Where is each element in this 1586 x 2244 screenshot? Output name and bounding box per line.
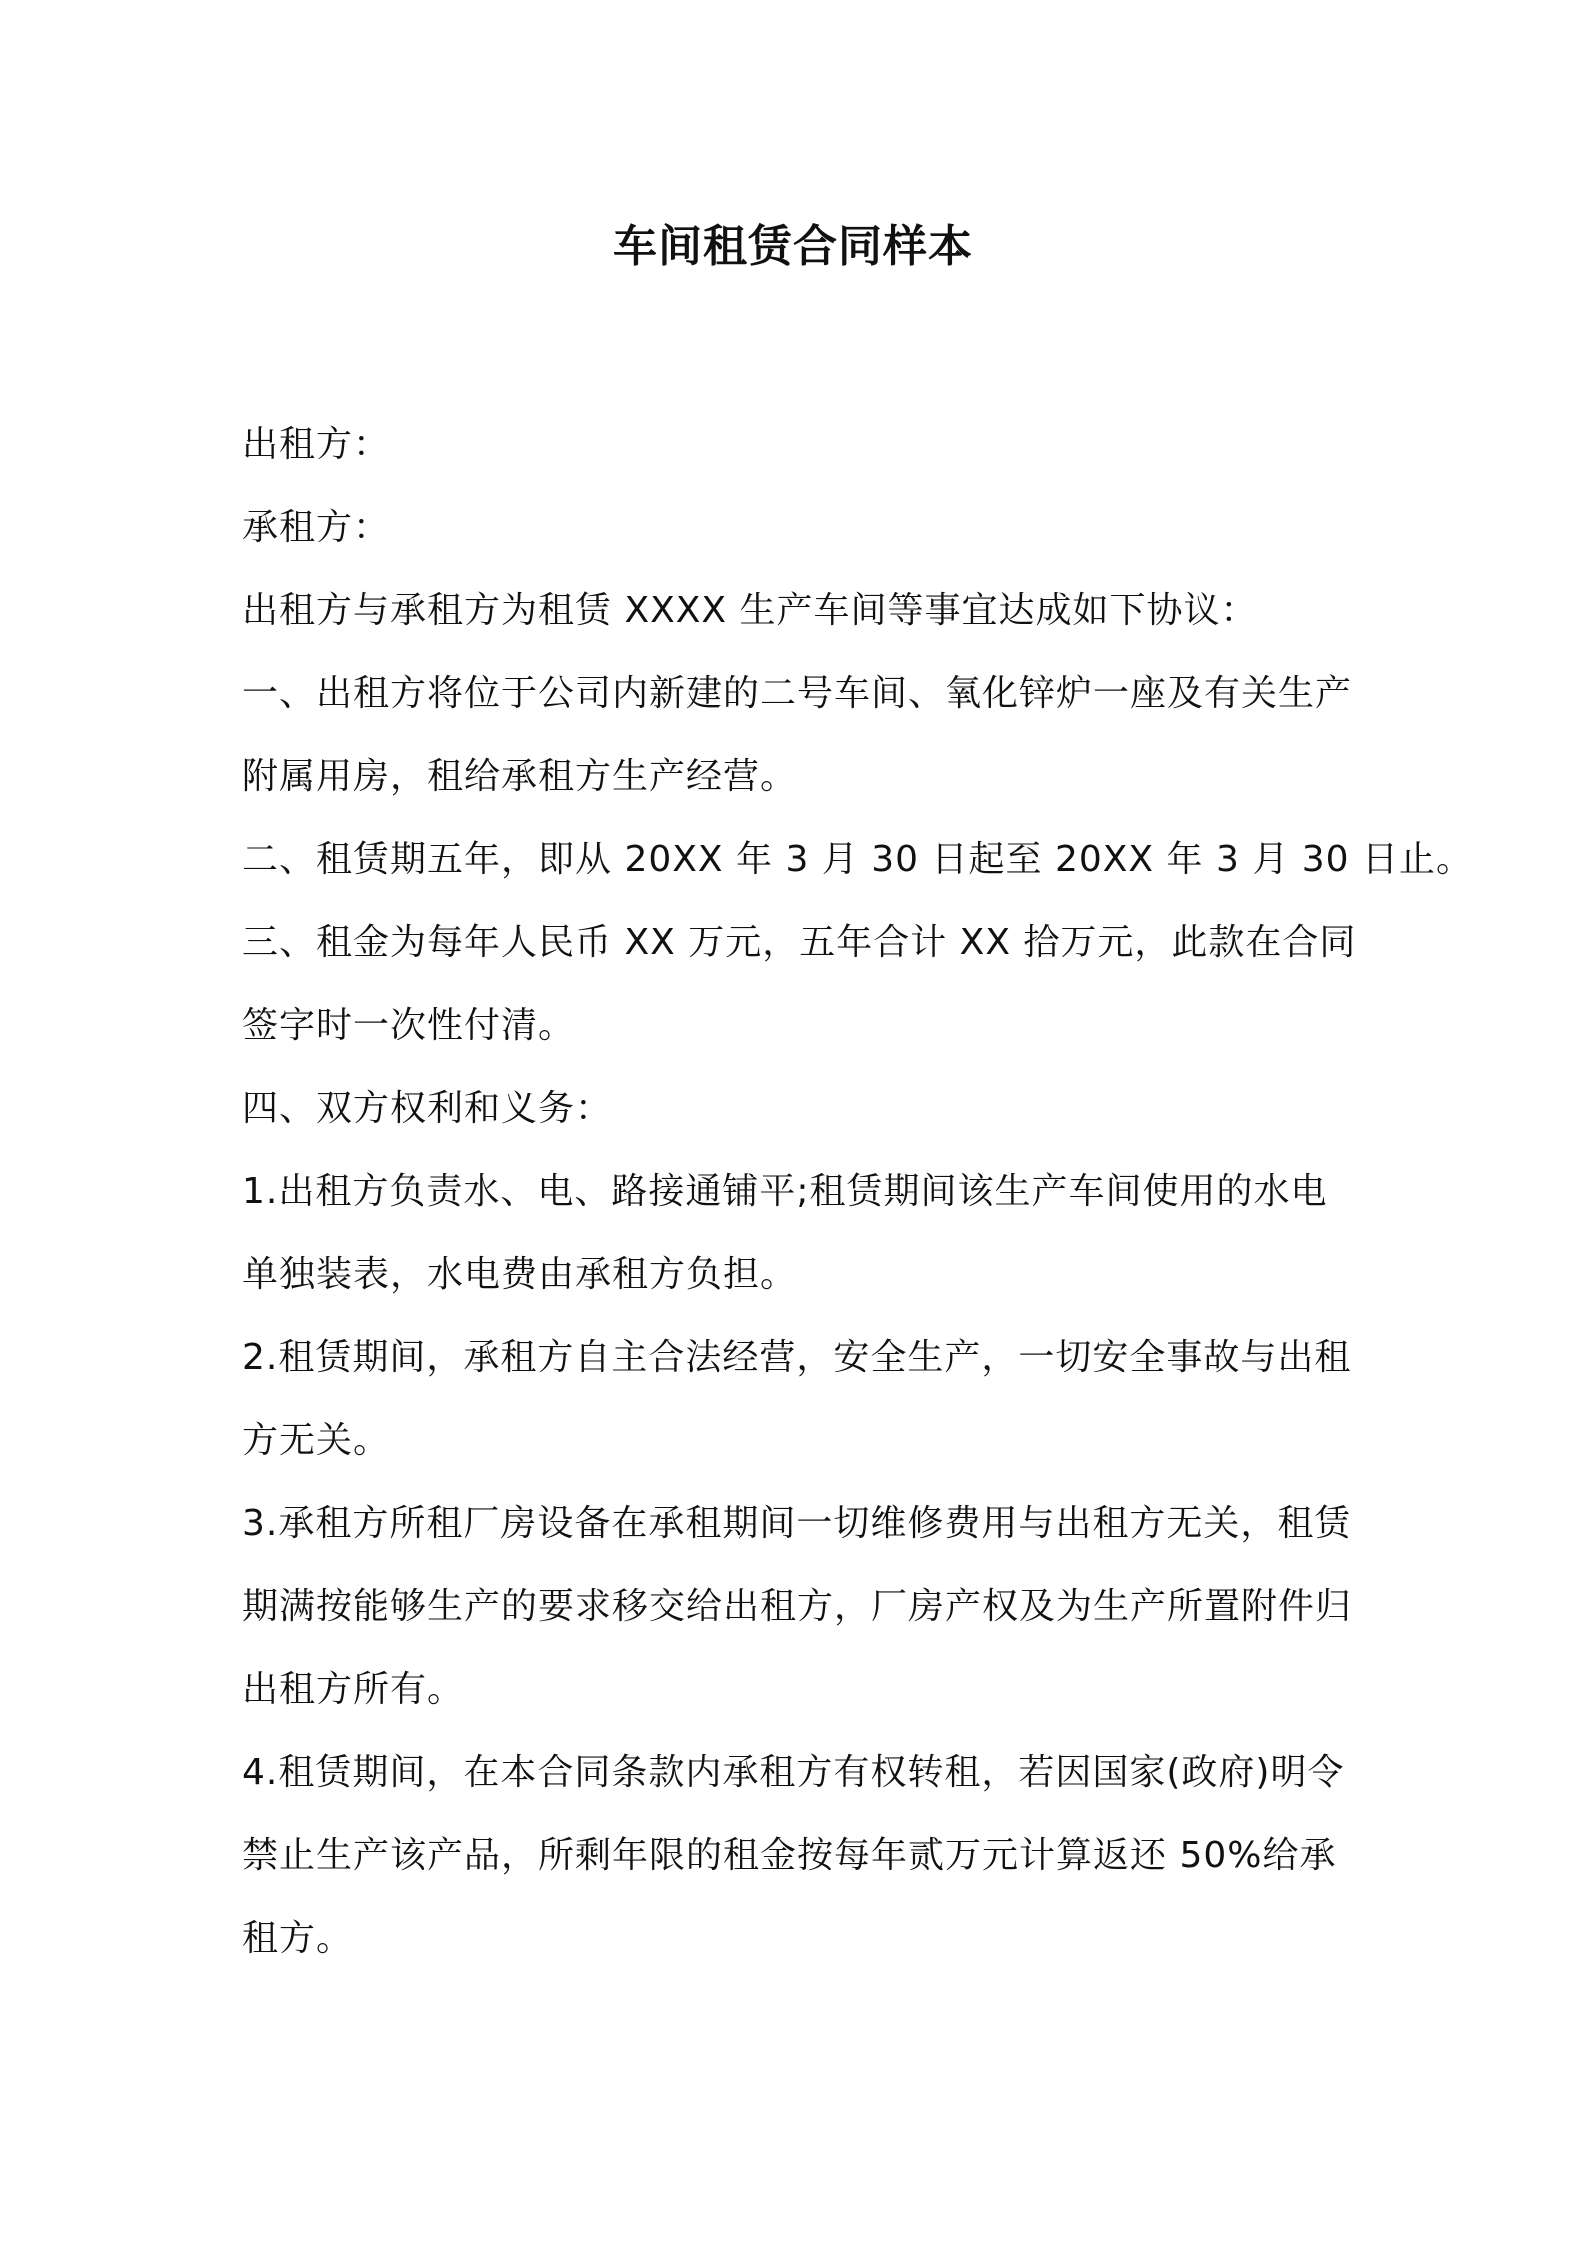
item-4-line-2: 禁止生产该产品，所剩年限的租金按每年贰万元计算返还 50%给承 bbox=[242, 1835, 1337, 1876]
item-2-line-1: 2.租赁期间，承租方自主合法经营，安全生产，一切安全事故与出租 bbox=[242, 1337, 1352, 1378]
clause-3-line-1: 三、租金为每年人民币 XX 万元，五年合计 XX 拾万元，此款在合同 bbox=[242, 922, 1357, 963]
item-3-line-3: 出租方所有。 bbox=[242, 1669, 465, 1710]
item-1-line-1: 1.出租方负责水、电、路接通铺平;租赁期间该生产车间使用的水电 bbox=[242, 1171, 1328, 1212]
lessee-line: 承租方： bbox=[242, 507, 391, 548]
document-title: 车间租赁合同样本 bbox=[613, 221, 973, 272]
item-1-line-2: 单独装表，水电费由承租方负担。 bbox=[242, 1254, 798, 1295]
item-4-line-1: 4.租赁期间，在本合同条款内承租方有权转租，若因国家(政府)明令 bbox=[242, 1752, 1345, 1793]
agreement-intro: 出租方与承租方为租赁 XXXX 生产车间等事宜达成如下协议： bbox=[242, 590, 1258, 631]
clause-1-line-1: 一、出租方将位于公司内新建的二号车间、氧化锌炉一座及有关生产 bbox=[242, 673, 1353, 714]
clause-1-line-2: 附属用房，租给承租方生产经营。 bbox=[242, 756, 798, 797]
clause-4-heading: 四、双方权利和义务： bbox=[242, 1088, 613, 1129]
document-body bbox=[242, 403, 1474, 1980]
item-3-line-2: 期满按能够生产的要求移交给出租方，厂房产权及为生产所置附件归 bbox=[242, 1586, 1353, 1627]
item-4-line-3: 租方。 bbox=[242, 1918, 354, 1959]
clause-2-line-1: 二、租赁期五年，即从 20XX 年 3 月 30 日起至 20XX 年 3 月 30 日止。 bbox=[242, 839, 1474, 880]
item-2-line-2: 方无关。 bbox=[242, 1420, 391, 1461]
lessor-line: 出租方： bbox=[242, 424, 391, 465]
item-3-line-1: 3.承租方所租厂房设备在承租期间一切维修费用与出租方无关，租赁 bbox=[242, 1503, 1352, 1544]
clause-3-line-2: 签字时一次性付清。 bbox=[242, 1005, 576, 1046]
